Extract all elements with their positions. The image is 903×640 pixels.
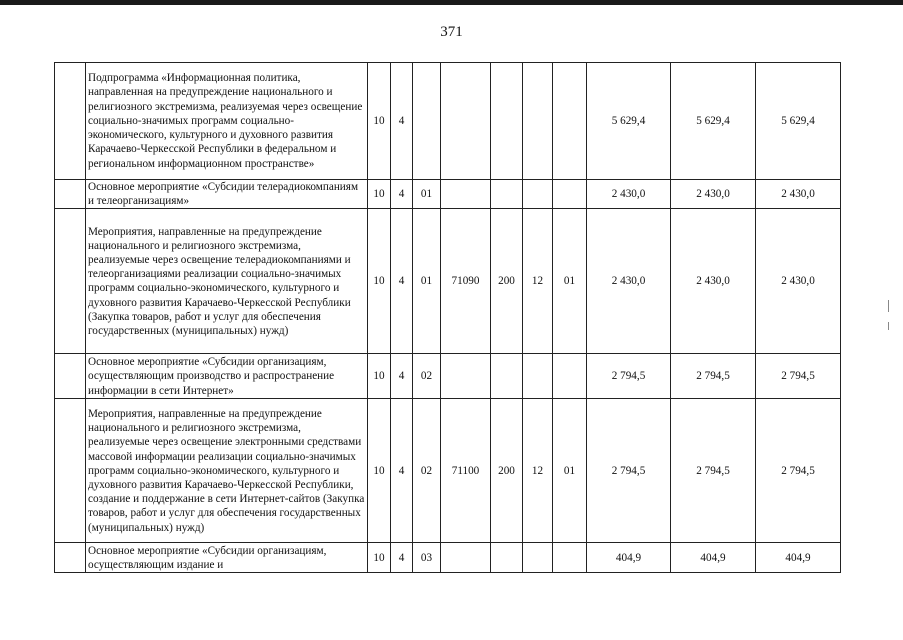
code-section: 10 xyxy=(368,209,391,354)
code-subsection: 4 xyxy=(391,63,413,180)
scan-speck xyxy=(888,300,889,312)
amount-year-2: 5 629,4 xyxy=(671,63,756,180)
code-direction: 71090 xyxy=(441,209,491,354)
code-extra xyxy=(553,180,587,209)
code-subsection: 4 xyxy=(391,209,413,354)
row-number-cell xyxy=(55,354,86,399)
amount-year-1: 5 629,4 xyxy=(587,63,671,180)
code-expense-type xyxy=(491,180,523,209)
code-direction xyxy=(441,63,491,180)
amount-year-2: 404,9 xyxy=(671,543,756,573)
table-row xyxy=(55,354,841,399)
table-row xyxy=(55,543,841,573)
amount-year-3: 5 629,4 xyxy=(756,63,841,180)
code-extra: 01 xyxy=(553,399,587,543)
code-section: 10 xyxy=(368,354,391,399)
table-row xyxy=(55,180,841,209)
amount-year-3: 2 430,0 xyxy=(756,180,841,209)
amount-year-3: 404,9 xyxy=(756,543,841,573)
code-event: 03 xyxy=(413,543,441,573)
row-description: Мероприятия, направленные на предупреждение национального и религиозного экстремизма, реализуемые через освещение электронными средствами массовой информации реализации социально-значимых программ социально-экономического, культурного и духовного развития Карачаево-Черкесской Республики, создание и поддержание в сети Интернет-сайтов (Закупка товаров, работ и услуг для обеспечения государственных (муниципальных) нужд) xyxy=(86,399,368,543)
amount-year-3: 2 794,5 xyxy=(756,399,841,543)
amount-year-3: 2 794,5 xyxy=(756,354,841,399)
amount-year-2: 2 430,0 xyxy=(671,209,756,354)
code-subsection: 4 xyxy=(391,543,413,573)
table-row xyxy=(55,63,841,180)
row-number-cell xyxy=(55,209,86,354)
code-extra: 01 xyxy=(553,209,587,354)
code-section: 10 xyxy=(368,543,391,573)
row-description: Основное мероприятие «Субсидии организациям, осуществляющим производство и распространение информации в сети Интернет» xyxy=(86,354,368,399)
code-event: 01 xyxy=(413,209,441,354)
page-number: 371 xyxy=(440,24,463,40)
row-number-cell xyxy=(55,399,86,543)
row-number-cell xyxy=(55,63,86,180)
amount-year-3: 2 430,0 xyxy=(756,209,841,354)
code-expense-type xyxy=(491,63,523,180)
code-extra xyxy=(553,354,587,399)
code-subsection: 4 xyxy=(391,180,413,209)
code-grbs xyxy=(523,180,553,209)
code-subsection: 4 xyxy=(391,399,413,543)
amount-year-1: 2 794,5 xyxy=(587,399,671,543)
code-expense-type xyxy=(491,354,523,399)
amount-year-2: 2 794,5 xyxy=(671,399,756,543)
code-expense-type: 200 xyxy=(491,399,523,543)
code-section: 10 xyxy=(368,63,391,180)
row-number-cell xyxy=(55,543,86,573)
code-grbs xyxy=(523,354,553,399)
code-event: 02 xyxy=(413,354,441,399)
amount-year-2: 2 794,5 xyxy=(671,354,756,399)
amount-year-2: 2 430,0 xyxy=(671,180,756,209)
code-direction: 71100 xyxy=(441,399,491,543)
code-section: 10 xyxy=(368,180,391,209)
code-grbs: 12 xyxy=(523,209,553,354)
code-direction xyxy=(441,543,491,573)
row-description: Мероприятия, направленные на предупреждение национального и религиозного экстремизма, реализуемые через освещение телерадиокомпаниями и телеорганизациями реализации социально-значимых программ социально-экономического, культурного и духовного развития Карачаево-Черкесской Республики (Закупка товаров, работ и услуг для обеспечения государственных (муниципальных) нужд) xyxy=(86,209,368,354)
code-grbs xyxy=(523,63,553,180)
row-description: Основное мероприятие «Субсидии телерадиокомпаниям и телеорганизациям» xyxy=(86,180,368,209)
amount-year-1: 2 430,0 xyxy=(587,180,671,209)
code-expense-type: 200 xyxy=(491,209,523,354)
amount-year-1: 404,9 xyxy=(587,543,671,573)
code-expense-type xyxy=(491,543,523,573)
code-event xyxy=(413,63,441,180)
table-row xyxy=(55,209,841,354)
amount-year-1: 2 794,5 xyxy=(587,354,671,399)
code-subsection: 4 xyxy=(391,354,413,399)
code-extra xyxy=(553,63,587,180)
scan-speck xyxy=(888,322,889,330)
row-description: Подпрограмма «Информационная политика, направленная на предупреждение национального и религиозного экстремизма, реализуемая через освещение социально-значимых программ социально-экономического, культурного и духовного развития Карачаево-Черкесской Республики в федеральном и региональном информационном пространстве» xyxy=(86,63,368,180)
code-direction xyxy=(441,354,491,399)
code-event: 01 xyxy=(413,180,441,209)
row-number-cell xyxy=(55,180,86,209)
code-direction xyxy=(441,180,491,209)
budget-table xyxy=(54,62,841,573)
code-extra xyxy=(553,543,587,573)
top-border-rule xyxy=(0,0,903,5)
table-row xyxy=(55,399,841,543)
row-description: Основное мероприятие «Субсидии организациям, осуществляющим издание и xyxy=(86,543,368,573)
code-grbs xyxy=(523,543,553,573)
code-event: 02 xyxy=(413,399,441,543)
code-grbs: 12 xyxy=(523,399,553,543)
amount-year-1: 2 430,0 xyxy=(587,209,671,354)
code-section: 10 xyxy=(368,399,391,543)
